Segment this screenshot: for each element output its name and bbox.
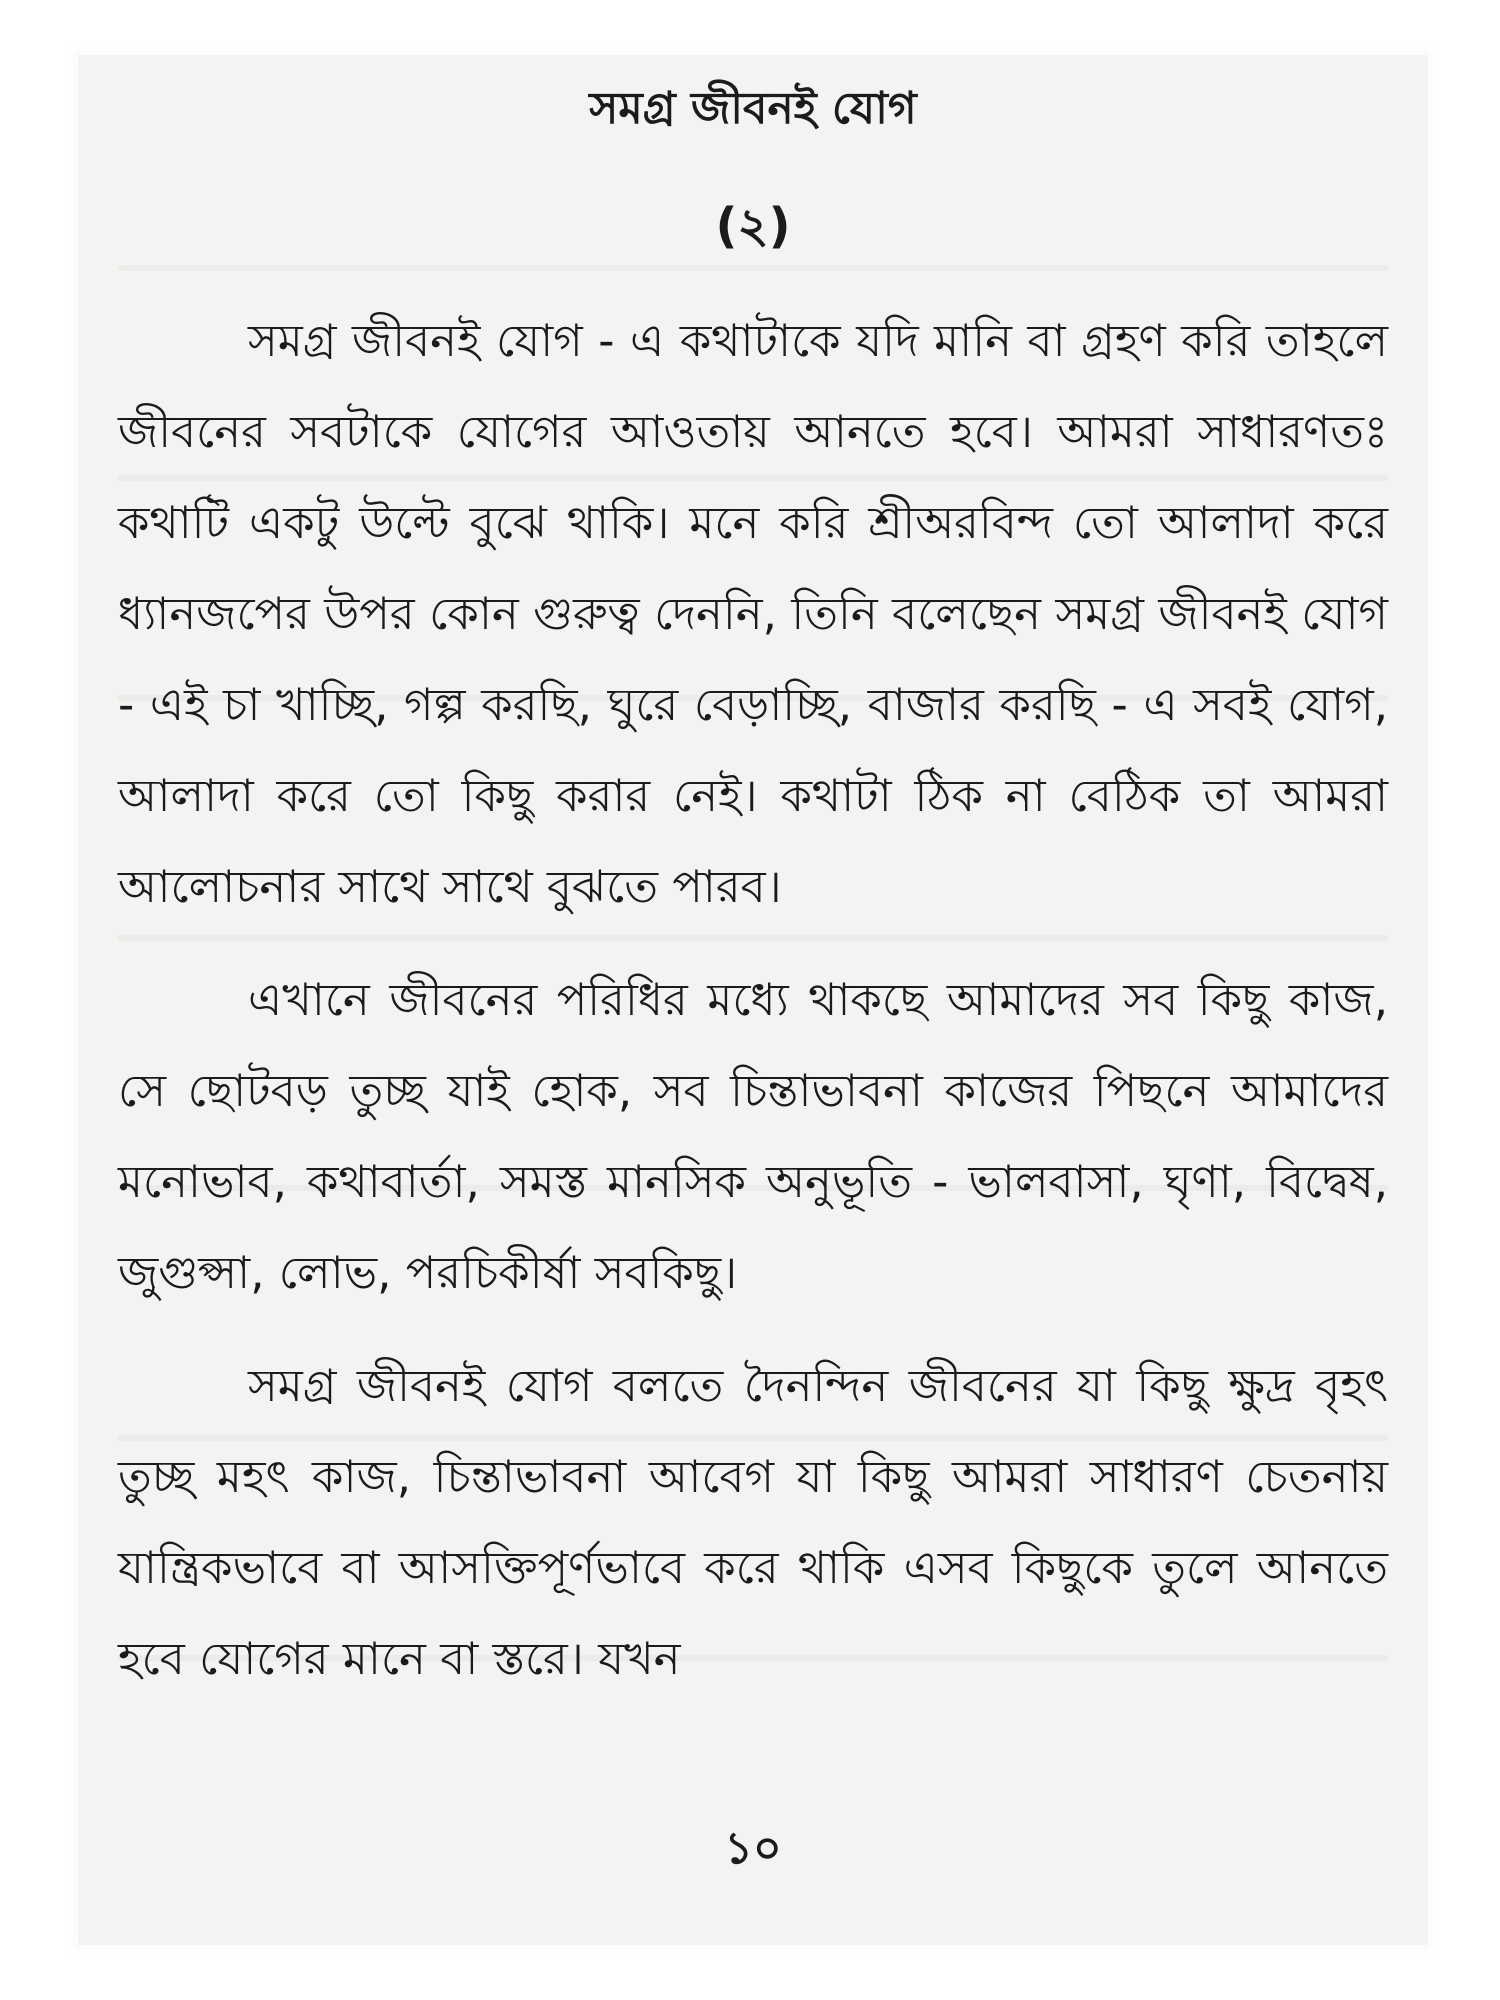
running-head: সমগ্র জীবনই যোগ — [589, 83, 917, 134]
body-text — [118, 295, 1388, 1726]
page-number: ১০ — [724, 1823, 782, 1874]
paragraph: এখানে জীবনের পরিধির মধ্যে থাকছে আমাদের সব কিছু কাজ, সে ছোটবড় তুচ্ছ যাই হোক, সব চিন্তাভাবনা কাজের পিছনে আমাদের মনোভাব, কথাবার্তা, সমস্ত মানসিক অনুভূতি - ভালবাসা, ঘৃণা, বিদ্বেষ, জুগুপ্সা, লোভ, পরচিকীর্ষা সবকিছু। — [118, 973, 1388, 1299]
section-number: (২) — [715, 198, 791, 254]
paragraph: সমগ্র জীবনই যোগ - এ কথাটাকে যদি মানি বা গ্রহণ করি তাহলে জীবনের সবটাকে যোগের আওতায় আনতে হবে। আমরা সাধারণতঃ কথাটি একটু উল্টে বুঝে থাকি। মনে করি শ্রীঅরবিন্দ তো আলাদা করে ধ্যানজপের উপর কোন গুরুত্ব দেননি, তিনি বলেছেন সমগ্র জীবনই যোগ - এই চা খাচ্ছি, গল্প করছি, ঘুরে বেড়াচ্ছি, বাজার করছি - এ সবই যোগ, আলাদা করে তো কিছু করার নেই। কথাটা ঠিক না বেঠিক তা আমরা আলোচনার সাথে সাথে বুঝতে পারব। — [118, 314, 1388, 913]
book-page — [78, 55, 1428, 1945]
paragraph: সমগ্র জীবনই যোগ বলতে দৈনন্দিন জীবনের যা কিছু ক্ষুদ্র বৃহৎ তুচ্ছ মহৎ কাজ, চিন্তাভাবনা আবেগ যা কিছু আমরা সাধারণ চেতনায় যান্ত্রিকভাবে বা আসক্তিপূর্ণভাবে করে থাকি এসব কিছুকে তুলে আনতে হবে যোগের মানে বা স্তরে। যখন — [118, 1359, 1388, 1685]
